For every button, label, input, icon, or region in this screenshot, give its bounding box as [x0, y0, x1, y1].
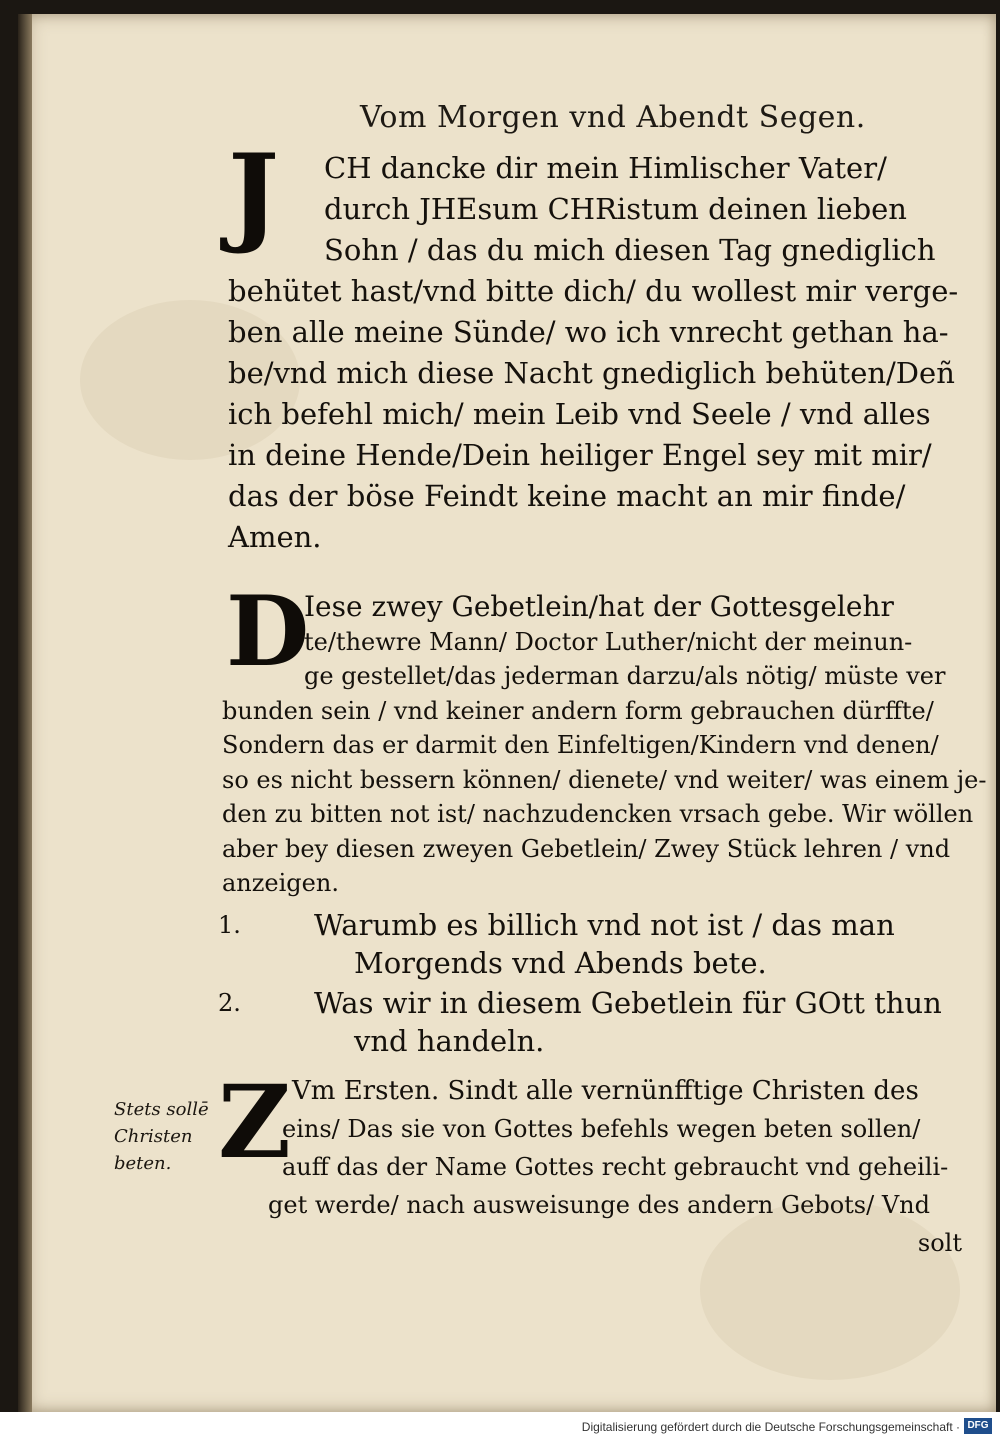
margin-note-line: Stets sollē	[114, 1099, 209, 1120]
catchword: solt	[917, 1229, 962, 1257]
dfg-logo: DFG	[964, 1418, 992, 1434]
text-line: Sondern das er darmit den Einfeltigen/Kindern vnd denen/	[222, 731, 939, 759]
text-line: Warumb es billich vnd not ist / das man	[314, 908, 895, 942]
text-line: auff das der Name Gottes recht gebraucht vnd geheili-	[282, 1153, 949, 1181]
list-number: 1.	[218, 911, 241, 939]
text-line: Amen.	[228, 520, 322, 554]
numbered-list	[218, 906, 948, 1062]
list-item	[218, 906, 948, 982]
running-header: Vom Morgen vnd Abendt Segen.	[360, 100, 866, 135]
text-line: vnd handeln.	[354, 1024, 545, 1058]
text-line: ich befehl mich/ mein Leib vnd Seele / vnd alles	[228, 397, 931, 431]
text-line: bunden sein / vnd keiner andern form gebrauchen dürffte/	[222, 696, 934, 725]
text-line: te/thewre Mann/ Doctor Luther/nicht der meinun-	[304, 627, 913, 656]
text-line: ge gestellet/das jederman darzu/als nötig/ müste ver	[304, 662, 946, 690]
section-paragraph	[268, 1072, 962, 1262]
text-line: Iese zwey Gebetlein/hat der Gottesgelehr	[304, 590, 894, 623]
dropcap-d: D	[226, 575, 310, 688]
text-line: durch JHEsum CHRistum deinen lieben	[324, 192, 907, 226]
book-spine	[18, 14, 32, 1412]
prayer-paragraph	[228, 148, 958, 558]
text-line: in deine Hende/Dein heiliger Engel sey mit mir/	[228, 438, 932, 472]
dropcap-z: Z	[218, 1063, 291, 1181]
text-line: ben alle meine Sünde/ wo ich vnrecht gethan ha-	[228, 315, 949, 349]
text-line: eins/ Das sie von Gottes befehls wegen beten sollen/	[282, 1115, 921, 1143]
text-line: be/vnd mich diese Nacht gnediglich behüten/Deñ	[228, 356, 955, 390]
margin-note	[114, 1096, 210, 1177]
text-line: das der böse Feindt keine macht an mir finde/	[228, 479, 906, 513]
dropcap-j: J	[228, 131, 280, 257]
text-line: den zu bitten not ist/ nachzudencken vrsach gebe. Wir wöllen	[222, 800, 974, 828]
text-line: get werde/ nach ausweisunge des andern Gebots/ Vnd	[268, 1191, 930, 1219]
text-line: Sohn / das du mich diesen Tag gnediglich	[324, 233, 936, 267]
margin-note-line: beten.	[114, 1153, 172, 1174]
text-line: Vm Ersten. Sindt alle vernünfftige Christen des	[292, 1076, 919, 1106]
commentary-paragraph	[222, 590, 987, 901]
text-line: Morgends vnd Abends bete.	[354, 946, 767, 980]
text-line: Was wir in diesem Gebetlein für GOtt thun	[314, 986, 942, 1020]
list-item	[218, 984, 948, 1060]
text-line: behütet hast/vnd bitte dich/ du wollest mir verge-	[228, 274, 959, 308]
digitization-footer	[0, 1412, 1000, 1444]
text-line: aber bey diesen zweyen Gebetlein/ Zwey Stück lehren / vnd	[222, 834, 951, 863]
text-line: anzeigen.	[222, 869, 339, 897]
margin-note-line: Christen	[114, 1126, 193, 1147]
list-number: 2.	[218, 989, 241, 1017]
footer-credit: Digitalisierung gefördert durch die Deutsche Forschungsgemeinschaft ·	[581, 1420, 960, 1434]
text-line: CH dancke dir mein Himlischer Vater/	[324, 151, 887, 185]
text-line: so es nicht bessern können/ dienete/ vnd weiter/ was einem je-	[222, 765, 987, 794]
